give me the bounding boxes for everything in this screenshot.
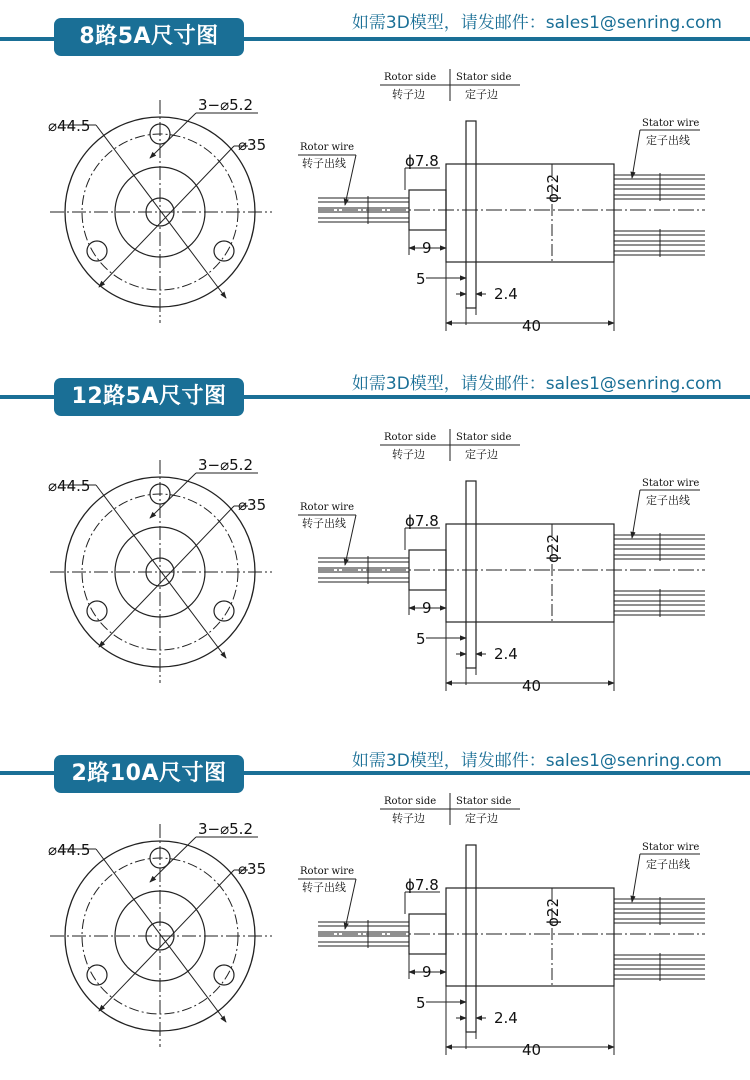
stator-wire-cn: 定子出线 (646, 858, 690, 871)
section-title: 2路10A尺寸图 (54, 755, 244, 793)
holes-label: 3−⌀5.2 (198, 456, 253, 474)
drawing-labels-3 (0, 779, 750, 1079)
holes-label: 3−⌀5.2 (198, 820, 253, 838)
stator-wire-cn: 定子出线 (646, 494, 690, 507)
dim-40-label: 40 (522, 677, 542, 695)
shaft-dia-label: ϕ7.8 (405, 512, 439, 530)
stator-wire-cn: 定子出线 (646, 134, 690, 147)
contact-text: 如需3D模型，请发邮件：sales1@senring.com (351, 751, 722, 771)
dim-9-label: 9 (422, 239, 432, 257)
dim-9-label: 9 (422, 963, 432, 981)
dim-2-4-label: 2.4 (494, 285, 518, 303)
rotor-wire-cn: 转子出线 (302, 157, 346, 170)
stator-wire-en: Stator wire (642, 478, 700, 489)
pcd-label: ⌀35 (238, 136, 267, 154)
stator-side-cn: 定子边 (465, 448, 498, 461)
rotor-wire-cn: 转子出线 (302, 881, 346, 894)
section-title: 8路5A尺寸图 (54, 18, 244, 56)
contact-text: 如需3D模型，请发邮件：sales1@senring.com (351, 374, 722, 394)
rotor-side-en: Rotor side (384, 432, 437, 443)
dim-5-label: 5 (416, 994, 426, 1012)
drawing-labels-2 (0, 415, 750, 715)
stator-wire-en: Stator wire (642, 842, 700, 853)
rotor-side-cn: 转子边 (392, 812, 425, 825)
rotor-side-cn: 转子边 (392, 88, 425, 101)
section-title: 12路5A尺寸图 (54, 378, 244, 416)
stator-side-en: Stator side (456, 432, 512, 443)
dim-9-label: 9 (422, 599, 432, 617)
stator-side-en: Stator side (456, 796, 512, 807)
contact-text: 如需3D模型，请发邮件：sales1@senring.com (351, 13, 722, 33)
outer-dia-label: ⌀44.5 (48, 477, 91, 495)
holes-label: 3−⌀5.2 (198, 96, 253, 114)
body-dia-label: ϕ22 (544, 534, 562, 563)
stator-wire-en: Stator wire (642, 118, 700, 129)
rotor-wire-cn: 转子出线 (302, 517, 346, 530)
dim-2-4-label: 2.4 (494, 1009, 518, 1027)
rotor-side-en: Rotor side (384, 796, 437, 807)
dim-40-label: 40 (522, 1041, 542, 1059)
body-dia-label: ϕ22 (544, 898, 562, 927)
rotor-wire-en: Rotor wire (300, 142, 355, 153)
dim-5-label: 5 (416, 270, 426, 288)
rotor-wire-en: Rotor wire (300, 866, 355, 877)
stator-side-en: Stator side (456, 72, 512, 83)
body-dia-label: ϕ22 (544, 174, 562, 203)
stator-side-cn: 定子边 (465, 88, 498, 101)
dim-5-label: 5 (416, 630, 426, 648)
dim-40-label: 40 (522, 317, 542, 335)
rotor-wire-en: Rotor wire (300, 502, 355, 513)
outer-dia-label: ⌀44.5 (48, 117, 91, 135)
shaft-dia-label: ϕ7.8 (405, 876, 439, 894)
pcd-label: ⌀35 (238, 860, 267, 878)
rotor-side-cn: 转子边 (392, 448, 425, 461)
shaft-dia-label: ϕ7.8 (405, 152, 439, 170)
pcd-label: ⌀35 (238, 496, 267, 514)
outer-dia-label: ⌀44.5 (48, 841, 91, 859)
rotor-side-en: Rotor side (384, 72, 437, 83)
dim-2-4-label: 2.4 (494, 645, 518, 663)
stator-side-cn: 定子边 (465, 812, 498, 825)
drawing-labels-1 (0, 55, 750, 355)
